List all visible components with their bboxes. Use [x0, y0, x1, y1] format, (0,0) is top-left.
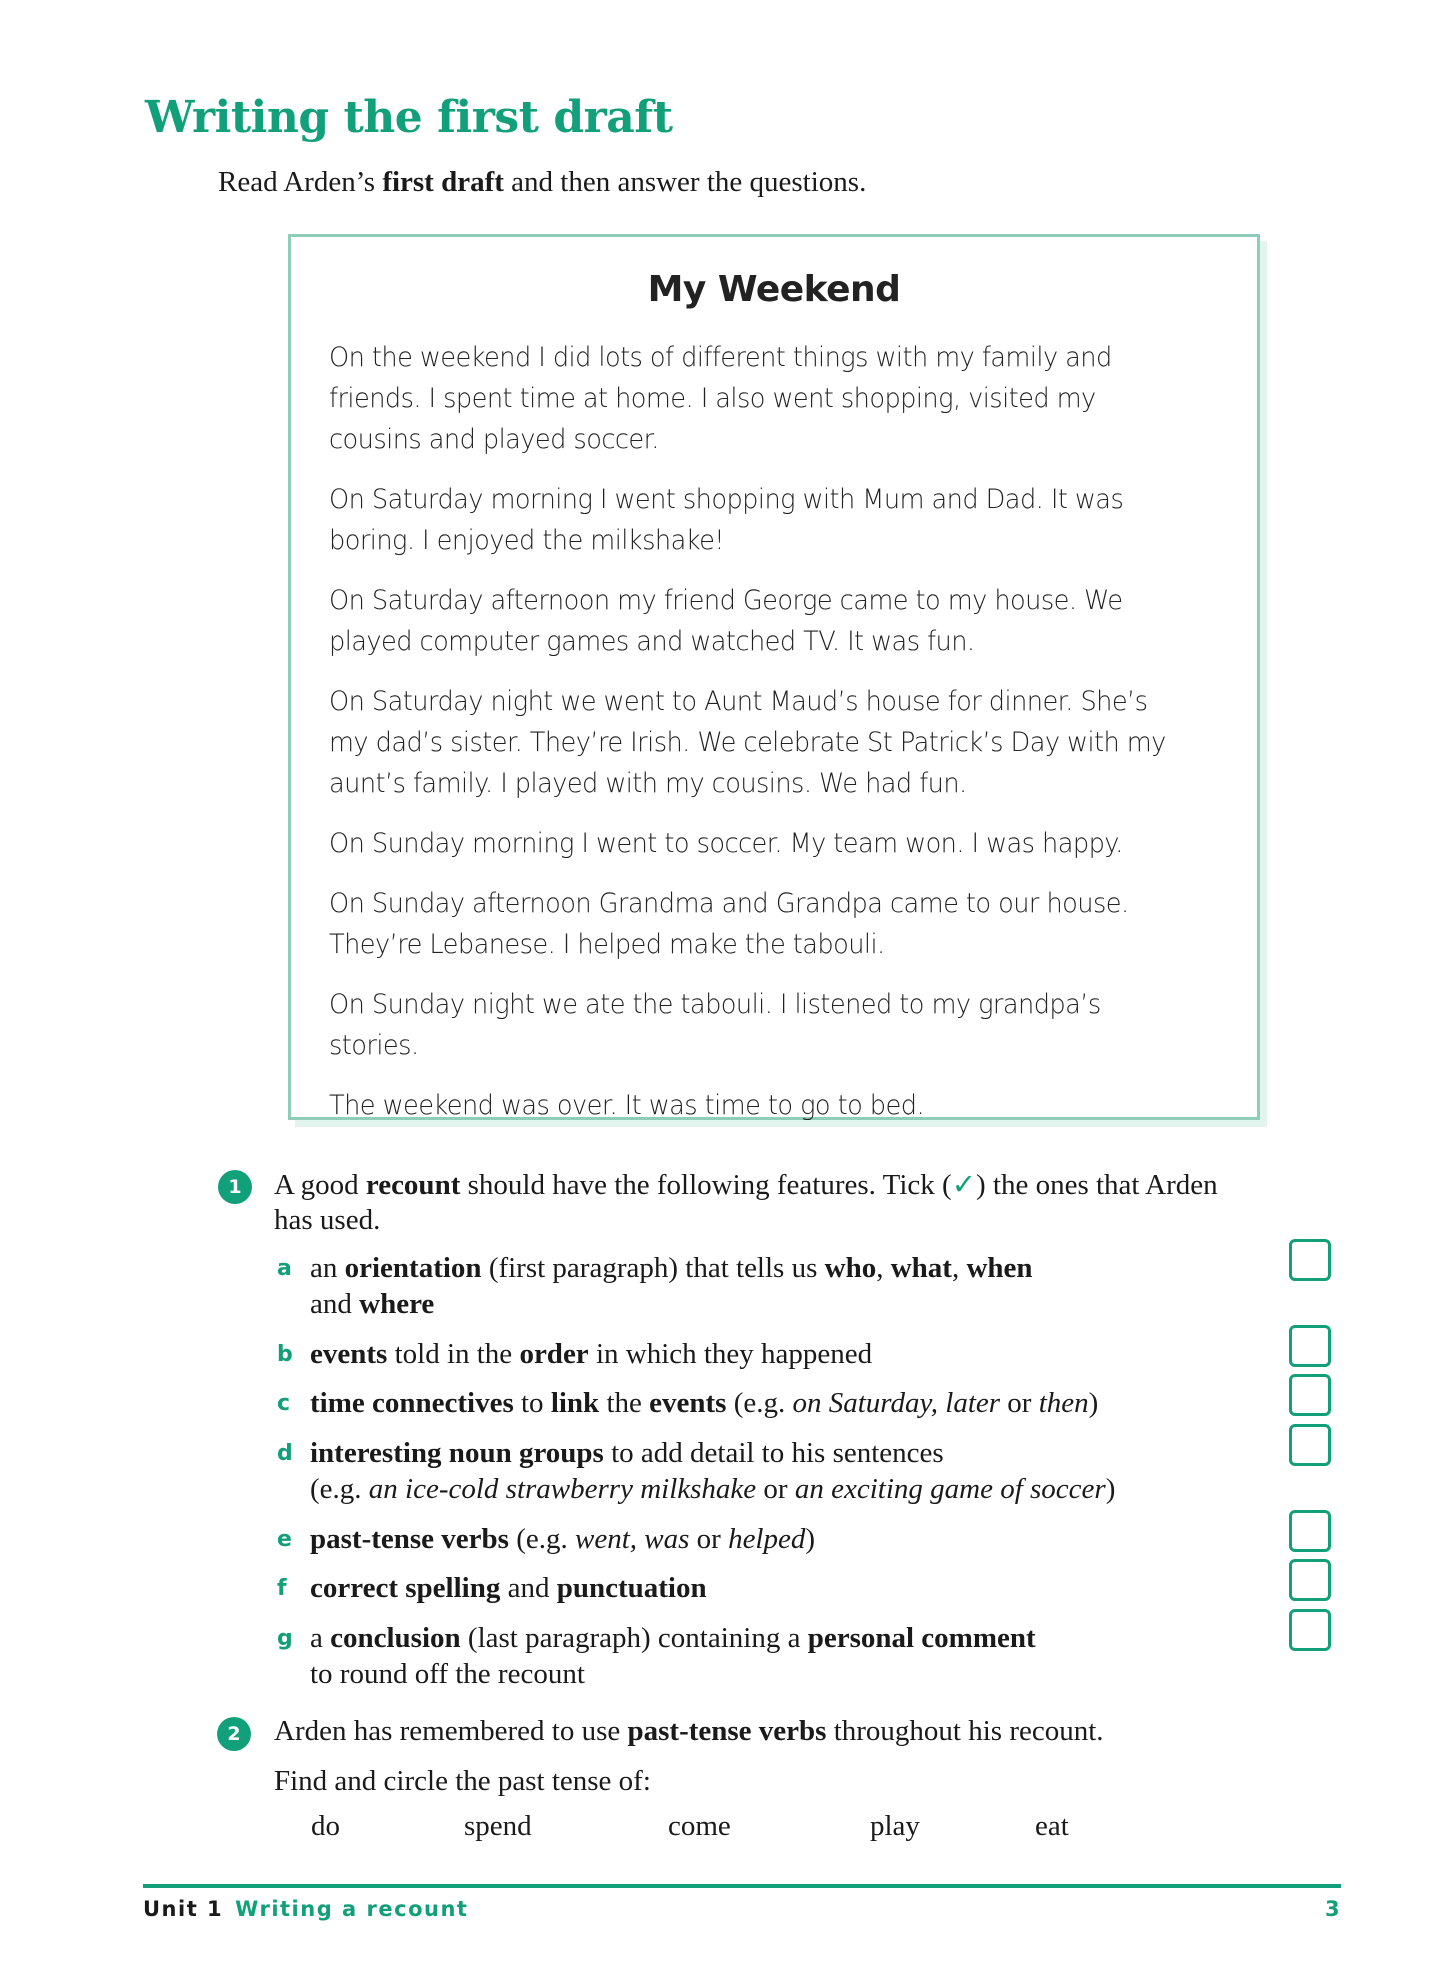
item-letter: b: [277, 1342, 293, 1367]
keyword: personal comment: [807, 1622, 1036, 1654]
story-title: My Weekend: [647, 269, 901, 310]
keyword: conclusion: [330, 1622, 461, 1654]
text-part: or: [756, 1473, 795, 1505]
q1-text-part: ) the ones that Arden: [976, 1169, 1218, 1201]
keyword: events: [649, 1387, 727, 1419]
checklist-item-text: [310, 1385, 1098, 1421]
intro-text: [218, 166, 866, 199]
story-paragraph: On Saturday night we went to Aunt Maud’s house for dinner. She’s my dad’s sister. They’re Irish. We celebrate St Patrick’s Day with my aunt’s family. I played with my cousins. We had fun.: [329, 686, 1166, 799]
story-paragraph: On Saturday afternoon my friend George came to my house. We played computer games and watched TV. It was fun.: [329, 585, 1123, 657]
footer-unit: Unit 1: [143, 1897, 224, 1921]
q1-text-part: should have the following features. Tick (: [460, 1169, 952, 1201]
item-letter: e: [277, 1527, 292, 1552]
text-part: (e.g.: [508, 1523, 575, 1555]
keyword: link: [550, 1387, 600, 1419]
text-part: ,: [876, 1252, 891, 1284]
checklist-item-text-line2: [310, 1656, 585, 1692]
text-part: and: [310, 1288, 360, 1320]
text-part: (e.g.: [726, 1387, 793, 1419]
text-part: (first paragraph) that tells us: [481, 1252, 825, 1284]
story-body: [329, 337, 1184, 1145]
story-box: [288, 234, 1260, 1120]
tick-icon: ✓: [951, 1167, 976, 1201]
example-text: then: [1038, 1387, 1089, 1419]
example-text: helped: [728, 1523, 806, 1555]
verb-word[interactable]: play: [870, 1810, 920, 1842]
tick-box-b[interactable]: [1289, 1325, 1331, 1367]
checklist-item-text-line2: [310, 1286, 434, 1322]
example-text: an ice-cold strawberry milkshake: [368, 1473, 757, 1505]
intro-post: and then answer the questions.: [503, 166, 867, 198]
example-text: on Saturday, later: [792, 1387, 1001, 1419]
q2-text-part: Arden has remembered to use: [274, 1715, 628, 1747]
text-part: to round off the recount: [310, 1658, 585, 1690]
item-letter: c: [277, 1391, 291, 1416]
story-paragraph: On the weekend I did lots of different things with my family and friends. I spent time at home. I also went shopping, visited my cousins and played soccer.: [329, 342, 1112, 455]
intro-bold: first draft: [382, 166, 504, 198]
text-part: to add detail to his sentences: [603, 1437, 944, 1469]
story-paragraph: On Sunday afternoon Grandma and Grandpa came to our house. They’re Lebanese. I helped make the tabouli.: [329, 888, 1129, 960]
keyword: punctuation: [556, 1572, 707, 1604]
intro-pre: Read Arden’s: [218, 166, 383, 198]
example-text: went, was: [574, 1523, 690, 1555]
tick-box-f[interactable]: [1289, 1559, 1331, 1601]
q1-text-bold: recount: [365, 1169, 461, 1201]
keyword: who: [824, 1252, 877, 1284]
checklist-item-text: [310, 1570, 707, 1606]
item-letter: a: [277, 1256, 292, 1281]
keyword: where: [359, 1288, 435, 1320]
footer-unit-label: [143, 1897, 468, 1921]
verb-word[interactable]: come: [668, 1810, 731, 1842]
story-paragraph: On Sunday morning I went to soccer. My team won. I was happy.: [329, 828, 1123, 859]
verb-word[interactable]: eat: [1035, 1810, 1069, 1842]
q2-text-bold: past-tense verbs: [627, 1715, 827, 1747]
text-part: (last paragraph) containing a: [460, 1622, 808, 1654]
keyword: past-tense verbs: [310, 1523, 509, 1555]
text-part: and: [500, 1572, 557, 1604]
question-number-badge: 2: [217, 1717, 251, 1751]
text-part: or: [689, 1523, 729, 1555]
checklist-item-text-line2: [310, 1471, 1115, 1507]
page-number: 3: [1325, 1897, 1340, 1921]
text-part: ): [1088, 1387, 1099, 1419]
tick-box-g[interactable]: [1289, 1609, 1331, 1651]
story-paragraph: The weekend was over. It was time to go to bed.: [329, 1090, 925, 1121]
tick-box-e[interactable]: [1289, 1510, 1331, 1552]
keyword: events: [310, 1338, 388, 1370]
keyword: interesting noun groups: [310, 1437, 604, 1469]
tick-box-d[interactable]: [1289, 1424, 1331, 1466]
text-part: to: [513, 1387, 551, 1419]
q1-text-part: A good: [274, 1169, 366, 1201]
question-number-badge: 1: [218, 1170, 252, 1204]
item-letter: g: [277, 1626, 293, 1651]
text-part: the: [599, 1387, 650, 1419]
keyword: time connectives: [310, 1387, 514, 1419]
item-letter: d: [277, 1441, 293, 1466]
checklist-item-text: [310, 1336, 872, 1372]
text-part: told in the: [387, 1338, 520, 1370]
checklist-item-text: [310, 1620, 1036, 1656]
question-1-text: [274, 1166, 1218, 1203]
item-letter: f: [277, 1576, 287, 1601]
text-part: or: [1000, 1387, 1039, 1419]
text-part: in which they happened: [588, 1338, 873, 1370]
text-part: ): [1105, 1473, 1116, 1505]
footer-title: Writing a recount: [235, 1897, 469, 1921]
example-text: an exciting game of soccer: [794, 1473, 1106, 1505]
footer-divider: [143, 1884, 1341, 1888]
text-part: an: [310, 1252, 345, 1284]
story-paragraph: On Saturday morning I went shopping with Mum and Dad. It was boring. I enjoyed the milkshake!: [329, 484, 1124, 556]
text-part: ): [805, 1523, 816, 1555]
question-2-instruction: Find and circle the past tense of:: [274, 1765, 651, 1797]
checklist-item-text: [310, 1521, 815, 1557]
keyword: when: [966, 1252, 1033, 1284]
keyword: correct spelling: [310, 1572, 501, 1604]
page-heading: Writing the first draft: [145, 92, 673, 143]
q2-text-part: throughout his recount.: [826, 1715, 1104, 1747]
keyword: what: [890, 1252, 952, 1284]
text-part: ,: [951, 1252, 967, 1284]
keyword: orientation: [344, 1252, 482, 1284]
tick-box-a[interactable]: [1289, 1239, 1331, 1281]
question-2-text: [274, 1713, 1104, 1749]
keyword: order: [519, 1338, 589, 1370]
checklist-item-text: [310, 1435, 944, 1471]
text-part: (e.g.: [310, 1473, 369, 1505]
text-part: a: [310, 1622, 331, 1654]
story-paragraph: On Sunday night we ate the tabouli. I listened to my grandpa’s stories.: [329, 989, 1101, 1061]
checklist-item-text: [310, 1250, 1033, 1286]
verb-word[interactable]: spend: [464, 1810, 532, 1842]
verb-word[interactable]: do: [311, 1810, 340, 1842]
tick-box-c[interactable]: [1289, 1374, 1331, 1416]
question-1-text-line2: has used.: [274, 1204, 381, 1236]
